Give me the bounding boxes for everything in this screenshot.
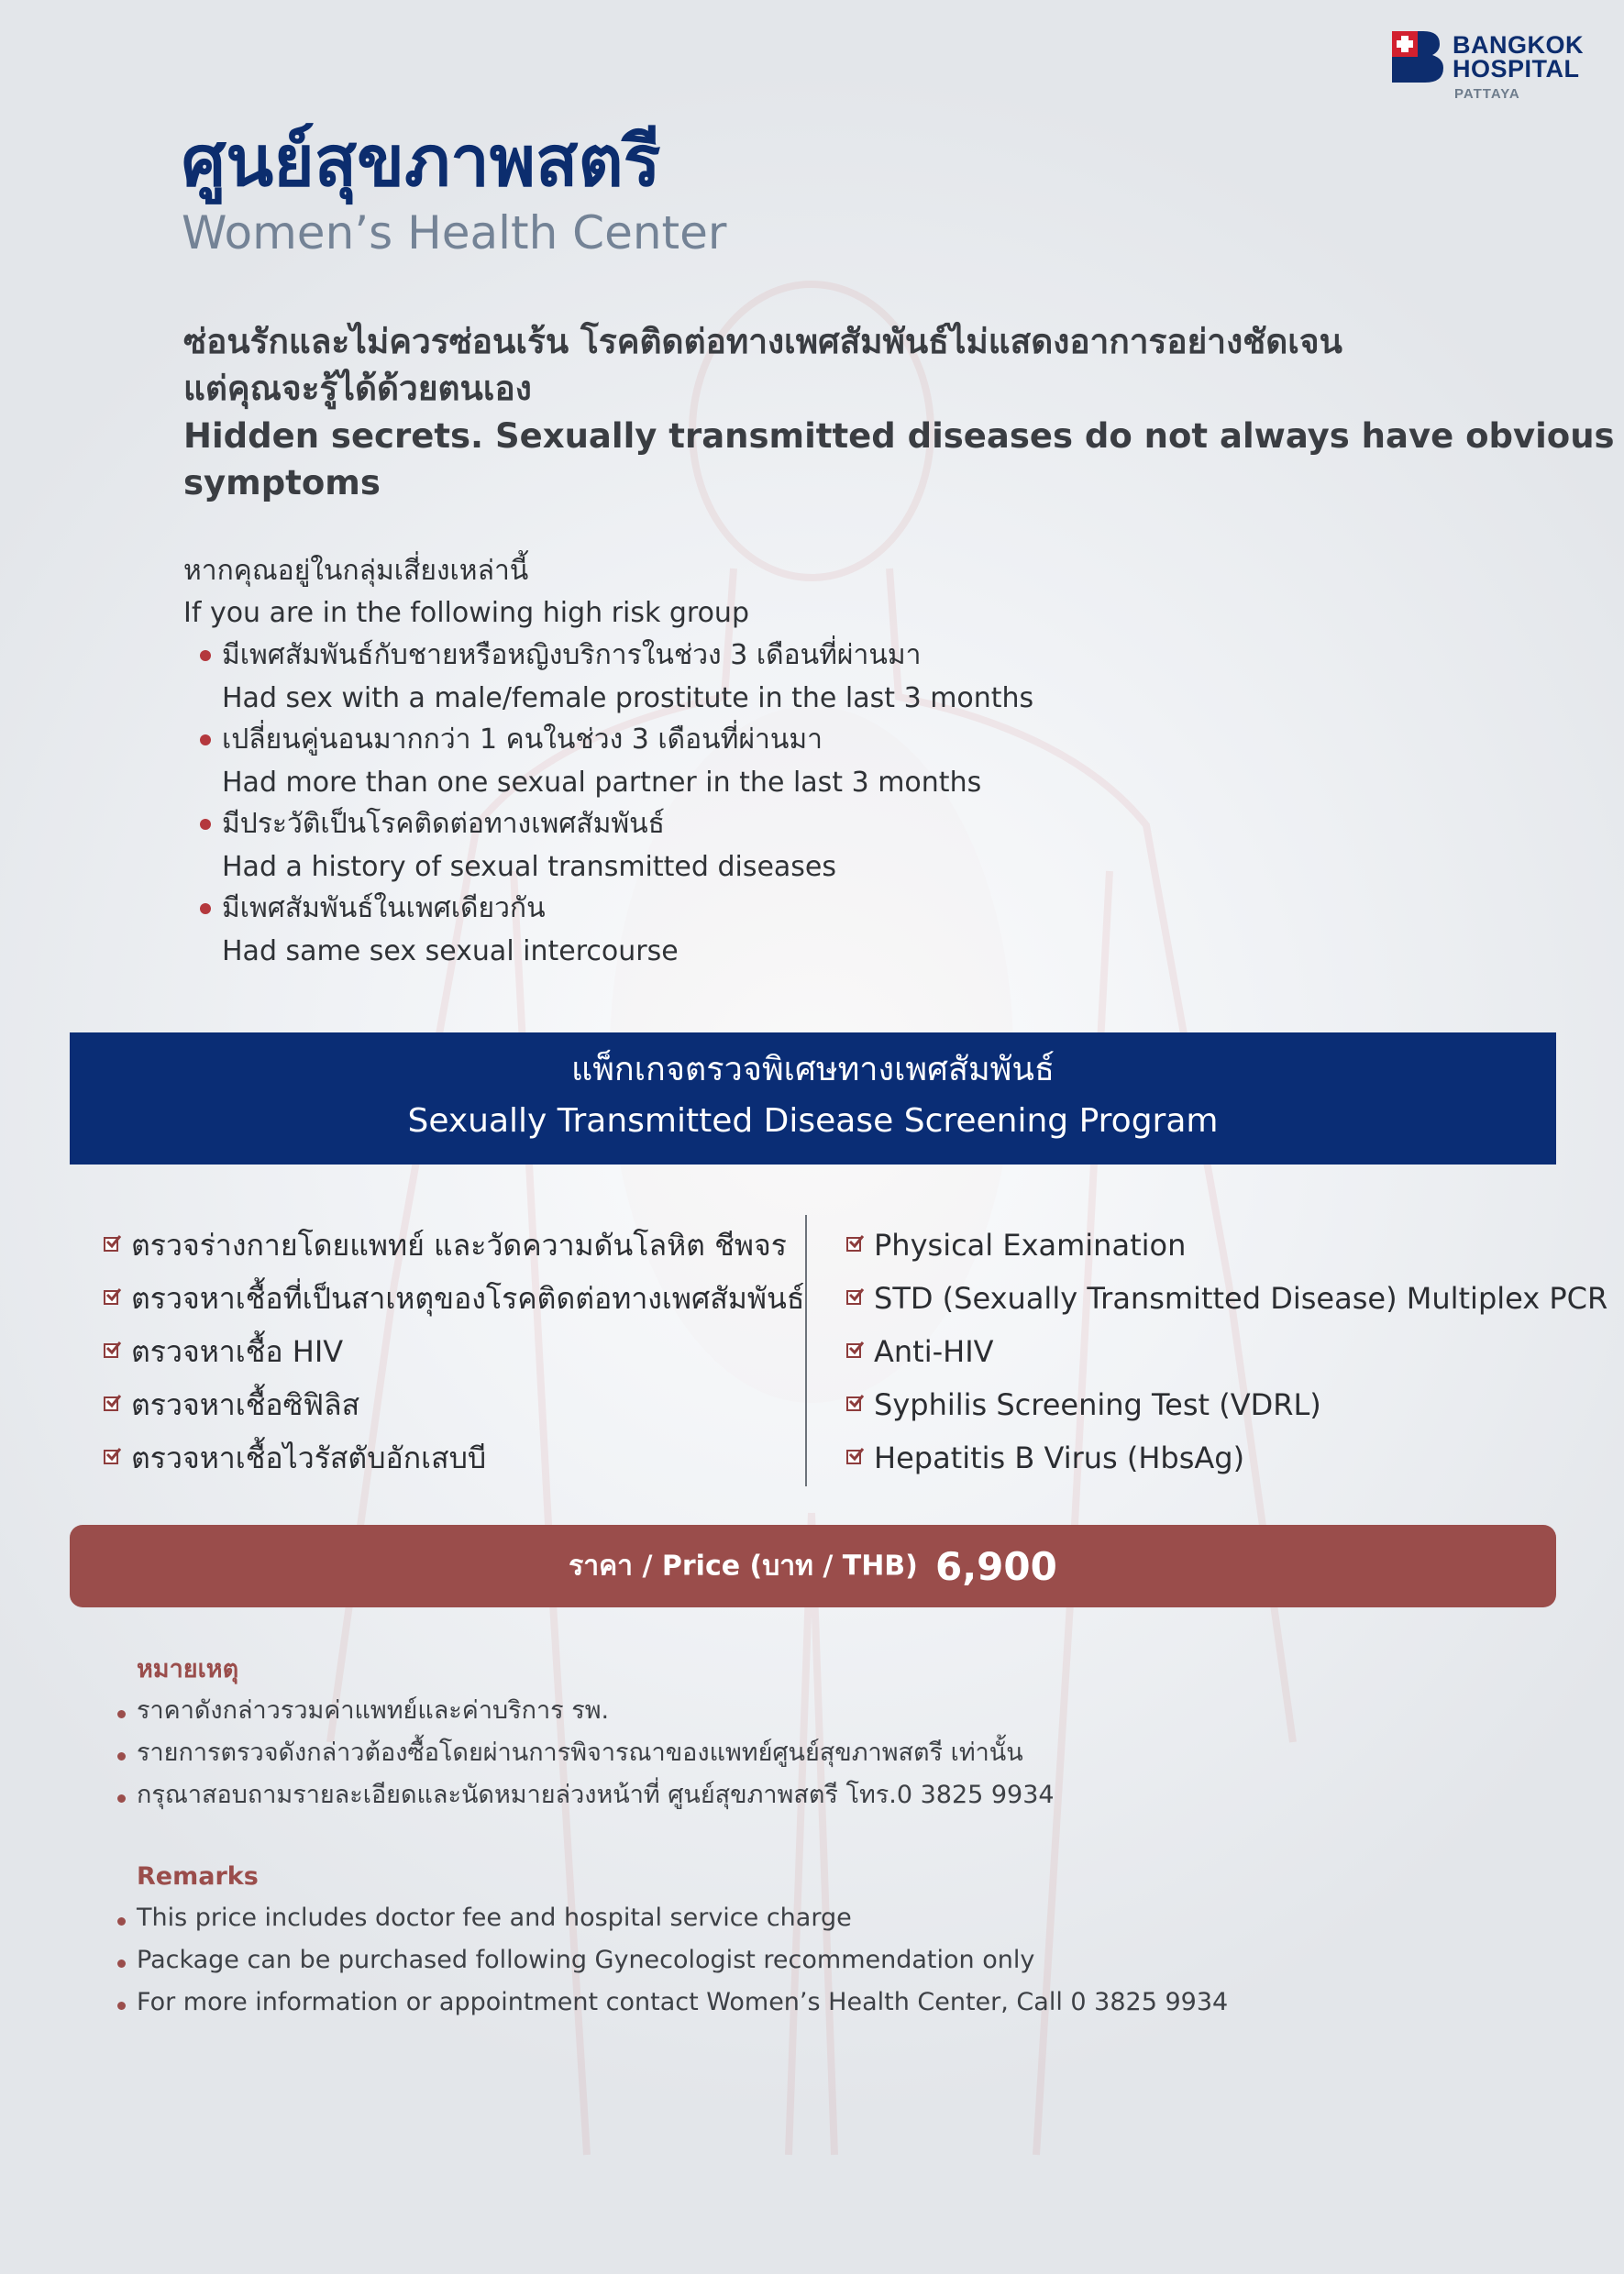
remark-item-english: For more information or appointment contact Women’s Health Center, Call 0 3825 9934 — [137, 1988, 1229, 2016]
bullet-dot-icon — [200, 819, 211, 830]
remark-item-thai: รายการตรวจดังกล่าวต้องซื้อโดยผ่านการพิจารณาของแพทย์ศูนย์สุขภาพสตรี เท่านั้น — [137, 1739, 1023, 1767]
remark-item-thai: กรุณาสอบถามรายละเอียดและนัดหมายล่วงหน้าที่ ศูนย์สุขภาพสตรี โทร.0 3825 9934 — [137, 1781, 1055, 1809]
checkbox-checked-icon — [104, 1237, 118, 1252]
risk-item-4-thai: มีเพศสัมพันธ์ในเพศเดียวกัน — [222, 892, 546, 924]
column-divider — [805, 1215, 807, 1486]
checkbox-checked-icon — [846, 1290, 861, 1305]
bullet-dot-icon — [200, 650, 211, 661]
price-bar — [70, 1525, 1556, 1607]
risk-intro-thai: หากคุณอยู่ในกลุ่มเสี่ยงเหล่านี้ — [183, 555, 529, 587]
bullet-dot-icon — [117, 2002, 126, 2010]
hospital-cross-icon — [1392, 31, 1443, 83]
bullet-dot-icon — [117, 1794, 126, 1803]
headline-english-line-2: symptoms — [183, 463, 381, 502]
risk-intro-english: If you are in the following high risk group — [183, 597, 749, 629]
logo-line-1: BANGKOK — [1453, 31, 1584, 59]
bullet-dot-icon — [117, 1959, 126, 1968]
bullet-dot-icon — [117, 1752, 126, 1761]
checkbox-checked-icon — [104, 1343, 118, 1358]
bullet-dot-icon — [117, 1710, 126, 1718]
risk-item-2-thai: เปลี่ยนคู่นอนมากกว่า 1 คนในช่วง 3 เดือนที่ผ่านมา — [222, 723, 823, 756]
checkbox-checked-icon — [846, 1396, 861, 1411]
bangkok-hospital-logo — [1392, 31, 1603, 105]
program-item-text: ตรวจหาเชื้อซิฟิลิส — [131, 1387, 360, 1422]
page-title-thai: ศูนย์สุขภาพสตรี — [182, 120, 661, 202]
checkbox-checked-icon — [104, 1396, 118, 1411]
logo-line-3: PATTAYA — [1454, 86, 1520, 102]
headline-english-line-1: Hidden secrets. Sexually transmitted diseases do not always have obvious — [183, 416, 1615, 456]
checkbox-checked-icon — [104, 1450, 118, 1464]
remark-item-english: This price includes doctor fee and hospital service charge — [137, 1904, 852, 1932]
remarks-title-english: Remarks — [137, 1862, 259, 1891]
program-item-text: ตรวจหาเชื้อ HIV — [131, 1334, 344, 1369]
logo-line-2: HOSPITAL — [1453, 55, 1580, 83]
page-title-english: Women’s Health Center — [182, 206, 727, 259]
bullet-dot-icon — [200, 734, 211, 745]
risk-item-1-thai: มีเพศสัมพันธ์กับชายหรือหญิงบริการในช่วง 3 เดือนที่ผ่านมา — [222, 639, 922, 671]
risk-item-3-thai: มีประวัติเป็นโรคติดต่อทางเพศสัมพันธ์ — [222, 808, 665, 840]
risk-item-3-english: Had a history of sexual transmitted diseases — [222, 851, 837, 883]
remark-item-english: Package can be purchased following Gynecologist recommendation only — [137, 1946, 1035, 1974]
program-item-text: Physical Examination — [874, 1228, 1187, 1263]
program-item-text: ตรวจหาเชื้อไวรัสตับอักเสบบี — [131, 1441, 487, 1475]
risk-item-4-english: Had same sex sexual intercourse — [222, 935, 679, 967]
program-item-text: Anti-HIV — [874, 1334, 994, 1369]
checkbox-checked-icon — [846, 1343, 861, 1358]
program-banner — [70, 1032, 1556, 1165]
program-item-text: ตรวจร่างกายโดยแพทย์ และวัดความดันโลหิต ชีพจร — [131, 1228, 787, 1263]
headline-thai-line-1: ซ่อนรักและไม่ควรซ่อนเร้น โรคติดต่อทางเพศสัมพันธ์ไม่แสดงอาการอย่างชัดเจน — [183, 322, 1342, 361]
program-item-text: Hepatitis B Virus (HbsAg) — [874, 1441, 1245, 1475]
remarks-title-thai: หมายเหตุ — [137, 1655, 239, 1683]
bullet-dot-icon — [200, 903, 211, 914]
remark-item-thai: ราคาดังกล่าวรวมค่าแพทย์และค่าบริการ รพ. — [137, 1696, 610, 1725]
program-item-text: Syphilis Screening Test (VDRL) — [874, 1387, 1321, 1422]
checkbox-checked-icon — [104, 1290, 118, 1305]
program-item-text: STD (Sexually Transmitted Disease) Multiplex PCR — [874, 1281, 1608, 1316]
program-item-text: ตรวจหาเชื้อที่เป็นสาเหตุของโรคติดต่อทางเพศสัมพันธ์ — [131, 1281, 805, 1316]
price-label: ราคา / Price (บาท / THB) — [569, 1550, 918, 1583]
risk-item-2-english: Had more than one sexual partner in the last 3 months — [222, 767, 982, 799]
program-title-thai: แพ็กเกจตรวจพิเศษทางเพศสัมพันธ์ — [571, 1051, 1055, 1088]
bullet-dot-icon — [117, 1917, 126, 1926]
program-title-english: Sexually Transmitted Disease Screening Program — [407, 1102, 1219, 1140]
price-value: 6,900 — [934, 1543, 1057, 1589]
checkbox-checked-icon — [846, 1450, 861, 1464]
checkbox-checked-icon — [846, 1237, 861, 1252]
headline-thai-line-2: แต่คุณจะรู้ได้ด้วยตนเอง — [183, 369, 532, 408]
risk-item-1-english: Had sex with a male/female prostitute in the last 3 months — [222, 682, 1034, 714]
